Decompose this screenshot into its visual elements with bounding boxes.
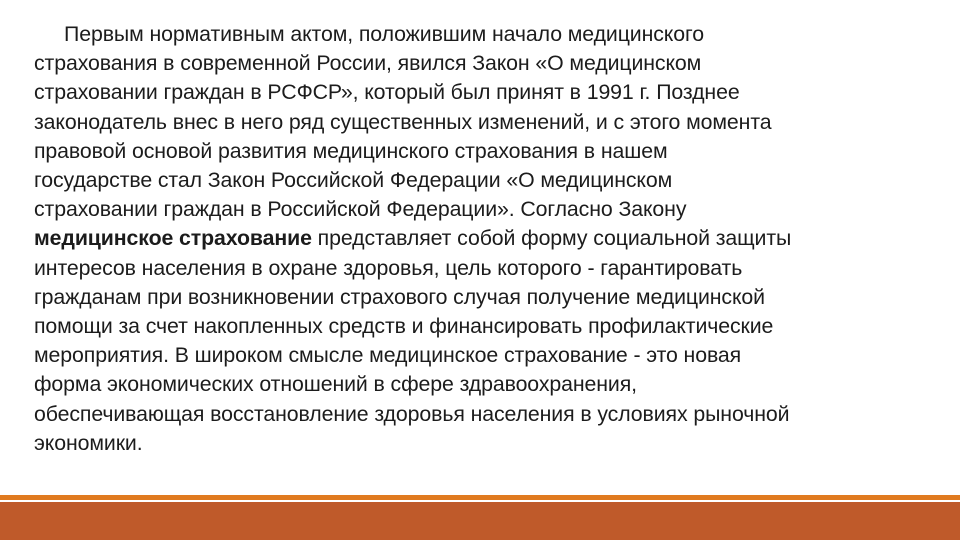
bold-term: медицинское страхование — [34, 226, 312, 251]
text-line: мероприятия. В широком смысле медицинское страхование - это новая — [34, 343, 742, 368]
text-line: государстве стал Закон Российской Федерации «О медицинском — [34, 168, 673, 193]
text-line: страхования в современной России, явился Закон «О медицинском — [34, 51, 702, 76]
text-line: страховании граждан в РСФСР», который был принят в 1991 г. Позднее — [34, 80, 740, 105]
body-paragraph — [34, 20, 934, 458]
accent-bar-bottom — [0, 502, 960, 540]
text-line: помощи за счет накопленных средств и финансировать профилактические — [34, 314, 774, 339]
text-line: интересов населения в охране здоровья, цель которого - гарантировать — [34, 255, 743, 280]
text-line: страховании граждан в Российской Федерации». Согласно Закону — [34, 197, 687, 222]
text-line: правовой основой развития медицинского страхования в нашем — [34, 138, 668, 163]
text-line: гражданам при возникновении страхового случая получение медицинской — [34, 284, 765, 309]
text-line: обеспечивающая восстановление здоровья населения в условиях рыночной — [34, 401, 790, 426]
text-line — [34, 224, 934, 253]
accent-stripe-thin — [0, 495, 960, 500]
text-line: форма экономических отношений в сфере здравоохранения, — [34, 372, 637, 397]
text-line: законодатель внес в него ряд существенных изменений, и с этого момента — [34, 109, 772, 134]
text-line: экономики. — [34, 430, 143, 455]
text-line: Первым нормативным актом, положившим начало медицинского — [64, 22, 704, 46]
text-fragment: представляет собой форму социальной защиты — [311, 226, 792, 251]
